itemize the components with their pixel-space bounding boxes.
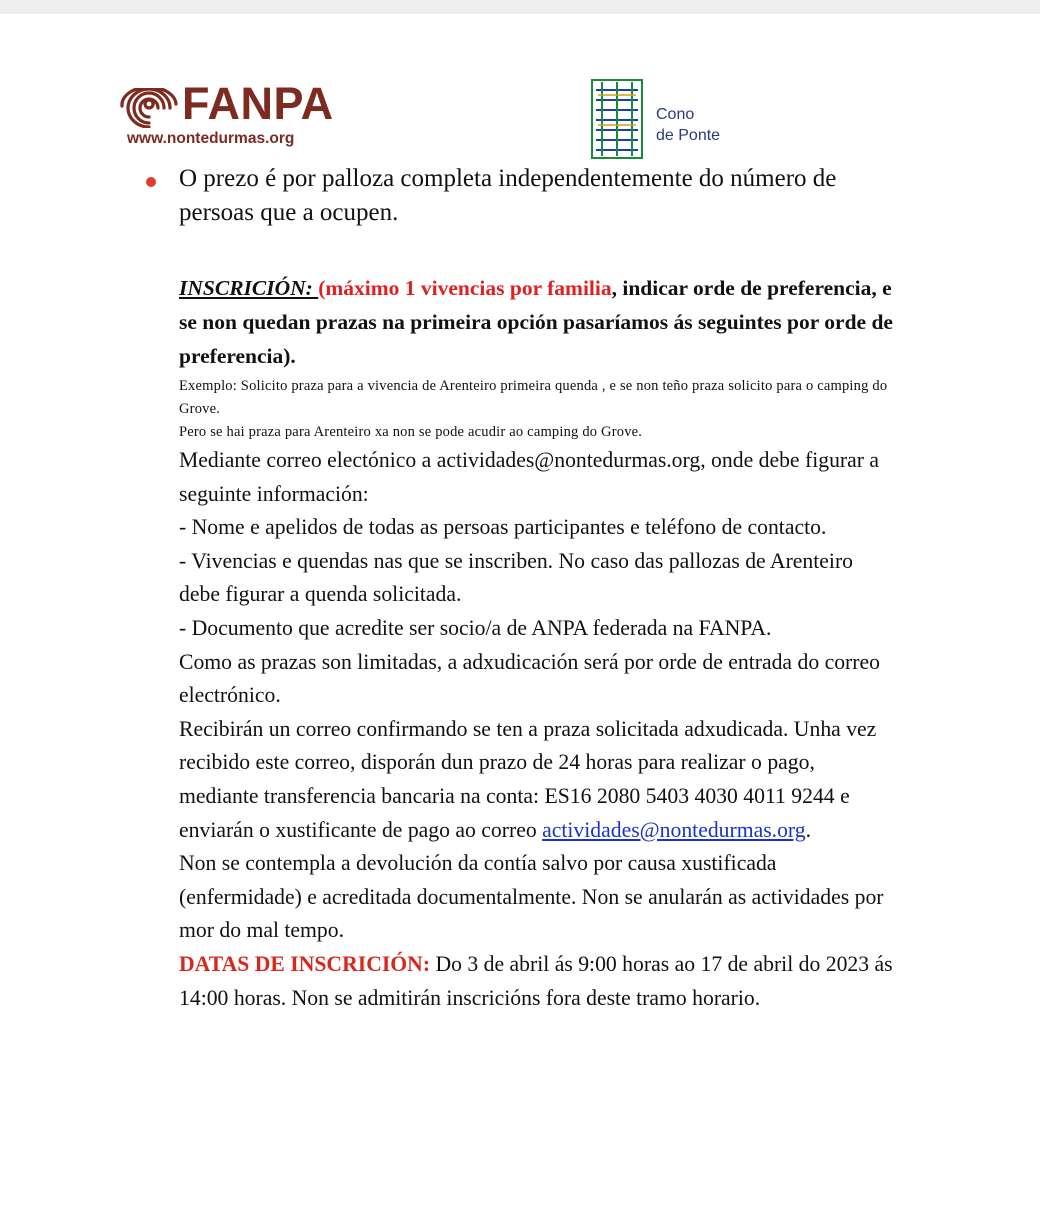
price-bullet-text: O prezo é por palloza completa independentemente do número de persoas que a ocupen. — [179, 165, 837, 226]
inscricion-rest: , indicar orde de preferencia, e se non quedan prazas na primeira opción pasaríamos ás seguintes por orde de preferencia). — [179, 276, 893, 368]
bullet-dot-icon — [146, 177, 156, 187]
coat-of-arms-icon — [588, 76, 646, 162]
payment-text: Recibirán un correo confirmando se ten a praza solicitada adxudicada. Unha vez recibido este correo, disporán dun prazo de 24 horas para realizar o pago, mediante transferencia bancaria na conta: ES16 2080 5403 4030 4011 9244 e enviarán o xustificante de pago ao correo — [179, 716, 877, 842]
example-line-1: Exemplo: Solicito praza para a vivencia de Arenteiro primeira quenda , e se non teño praza solicito para o camping do Grove. — [179, 378, 888, 417]
cono-logo-line-1: Cono — [656, 106, 695, 123]
top-strip — [0, 0, 1040, 14]
registration-content — [179, 271, 899, 1015]
cono-de-ponte-text — [656, 104, 720, 146]
fanpa-logo — [116, 78, 356, 156]
instructions-document: - Documento que acredite ser socio/a de ANPA federada na FANPA. — [179, 615, 772, 640]
dates-label: DATAS DE INSCRICIÓN: — [179, 951, 431, 976]
inscricion-limit-red: (máximo 1 vivencias por familia — [318, 276, 612, 300]
dates-text: Do 3 de abril ás 9:00 horas ao 17 de abril do 2023 ás 14:00 horas. Non se admitirán inscricións fora deste tramo horario. — [179, 951, 893, 1010]
instructions-limited: Como as prazas son limitadas, a adxudicación será por orde de entrada do correo electrónico. — [179, 649, 880, 708]
instructions-refund: Non se contempla a devolución da contía salvo por causa xustificada (enfermidade) e acreditada documentalmente. Non se anularán as actividades por mor do mal tempo. — [179, 851, 884, 943]
fanpa-logo-url: www.nontedurmas.org — [127, 130, 295, 147]
instructions-email: Mediante correo electónico a actividades@nontedurmas.org, onde debe figurar a seguinte información: — [179, 448, 880, 506]
instructions-names: - Nome e apelidos de todas as persoas participantes e teléfono de contacto. — [179, 515, 827, 540]
fanpa-swirl-icon — [116, 88, 182, 128]
instructions-vivencias: - Vivencias e quendas nas que se inscriben. No caso das pallozas de Arenteiro debe figurar a quenda solicitada. — [179, 548, 854, 607]
inscricion-heading: INSCRICIÓN: — [179, 276, 319, 300]
cono-de-ponte-logo — [588, 76, 758, 164]
cono-logo-line-2: de Ponte — [656, 127, 721, 144]
payment-text-end: . — [805, 817, 812, 842]
instructions-payment — [179, 713, 899, 847]
example-note — [179, 375, 899, 444]
inscricion-paragraph — [179, 271, 899, 373]
email-link[interactable]: actividades@nontedurmas.org — [542, 817, 806, 842]
registration-dates — [179, 948, 899, 1015]
example-line-2: Pero se hai praza para Arenteiro xa non se pode acudir ao camping do Grove. — [179, 424, 643, 440]
fanpa-logo-text: FANPA — [182, 78, 334, 129]
instructions-body — [179, 444, 899, 1015]
